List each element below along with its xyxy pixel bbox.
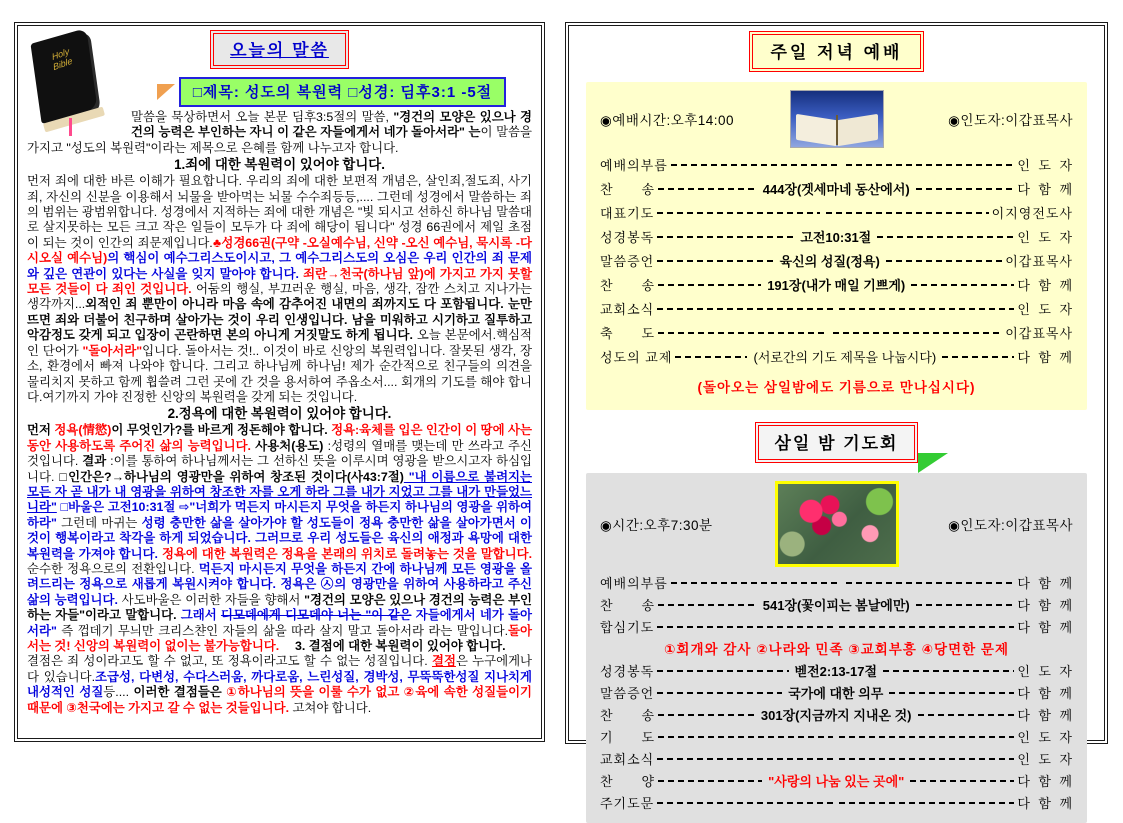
service-item-participant: 다 함 께: [1017, 773, 1073, 789]
dash-filler: [657, 230, 794, 242]
sermon-paragraph: 먼저 정욕(情慾)이 무엇인가?를 바르게 정돈해야 합니다. 정욕:육체를 입은 인간이 이 땅에 사는동안 사용하도록 주어진 삶의 능력입니다. 사용처(용도) :성령의 열매를 맺는데 만 쓰라고 주신 것입니다. 결과 :이를 통하여 하나님께서는 그 선하신 뜻을 이루시며 영광을 받으시고자 하심입니다. □인간은?→하나님의 영광만을 위하여 창조된 것이다(사43:7절) "내 이름으로 불려지는 모든 자 곧 내가 내 영광을 위하여 창조한 자를 오게 하라 그를 내가 지었고 그를 내가 만들었느니라" □바울은 고전10:31절 ⇨"너희가 먹든지 마시든지 무엇을 하든지 하나님의 영광을 위하여 하라" 그런데 마귀는 성령 충만한 삶을 살아가야 할 성도들이 정욕 충만한 삶을 살아가면서 이것이 행복이라고 착각을 하게 되었습니다. 그러므로 우리 성도들은 육신의 애정과 욕망에 대한 복원력을 가져야 합니다. 정욕에 대한 복원력은 정욕을 본래의 위치로 돌려놓는 것을 말합니다. 순수한 정욕으로의 전환입니다. 먹든지 마시든지 무엇을 하든지 간에 하나님께 모든 영광을 올려드리는 정욕으로 새롭게 복원시켜야 합니다. 정욕은 ㉦의 영광만을 위하여 사용하라고 주신 삶의 능력입니다. 사도바울은 이러한 자들을 향해서 "경건의 모양은 있으나 경건의 능력은 부인하는 자들"이라고 말합니다. 그래서 디모데에게 디모데야 너는 "이 같은 자들에게서 네가 돌아서라" 즉 껍데기 무늬만 크리스챤인 자들의 삶을 따라 살지 말고 돌아서라 라는 말입니다.돌아서는 것! 신앙의 복원력이 없이는 불가능합니다. 3. 결점에 대한 복원력이 있어야 합니다.: [27, 423, 533, 653]
service-item-participant: 다 함 께: [1017, 575, 1074, 591]
service-item-participant: 인 도 자: [1017, 229, 1074, 245]
service-row: [600, 703, 1073, 725]
service-item-detail: 고전10:31절: [800, 229, 872, 245]
dash-filler: [911, 278, 1014, 290]
dash-filler: [886, 254, 1002, 266]
dash-filler: [910, 774, 1014, 786]
dash-filler: [657, 796, 833, 808]
evening-service-header: [600, 90, 1073, 148]
dash-filler: [657, 302, 833, 314]
service-item-participant: 다 함 께: [1017, 619, 1074, 635]
service-item-participant: 인 도 자: [1017, 751, 1074, 767]
flowers-image: [775, 481, 899, 567]
dash-filler: [839, 302, 1015, 314]
dash-filler: [846, 576, 1015, 588]
dash-filler: [657, 664, 788, 676]
service-item-label: 기 도: [600, 729, 656, 745]
service-row: [600, 769, 1073, 791]
service-item-label: 찬 송: [600, 277, 656, 293]
service-row: [600, 681, 1073, 703]
evening-service-title: 주일 저녁 예배: [749, 31, 925, 72]
dash-filler: [942, 350, 1014, 362]
service-item-label: 축 도: [600, 325, 656, 341]
service-item-participant: 이지영전도사: [991, 205, 1073, 221]
service-item-label: 합심기도: [600, 619, 655, 635]
service-item-detail: "사랑의 나눔 있는 곳에": [768, 773, 905, 789]
dash-filler: [658, 708, 755, 720]
service-item-detail: 벧전2:13-17절: [794, 663, 878, 679]
service-item-label: 교회소식: [600, 751, 655, 767]
dash-filler: [658, 774, 762, 786]
dash-filler: [675, 350, 747, 362]
service-row: [600, 725, 1073, 747]
orange-arrow-icon: [157, 84, 175, 100]
bible-ribbon: [69, 118, 72, 136]
service-item-detail: 301장(지금까지 지내온 것): [760, 707, 912, 723]
service-row: [600, 637, 1073, 659]
service-item-detail: 541장(꽃이피는 봄날에만): [762, 597, 910, 613]
dash-filler: [658, 278, 761, 290]
dash-filler: [877, 230, 1014, 242]
service-item-participant: 인 도 자: [1017, 729, 1073, 745]
service-row: [600, 659, 1073, 681]
prayer-service-order: [600, 571, 1073, 813]
service-item-detail: 191장(내가 매일 기쁘게): [767, 277, 906, 293]
service-item-participant: 다 함 께: [1017, 349, 1073, 365]
service-item-label: 말씀증언: [600, 685, 655, 701]
open-bible-right-page: [838, 114, 878, 146]
evening-service-panel: [586, 82, 1087, 410]
service-item-label: 찬 송: [600, 597, 656, 613]
dash-filler: [889, 686, 1014, 698]
dash-filler: [658, 730, 833, 742]
service-item-participant: 이갑표목사: [1005, 253, 1073, 269]
dash-filler: [657, 206, 820, 218]
service-item-participant: 다 함 께: [1017, 707, 1074, 723]
service-item-detail: 국가에 대한 의무: [788, 685, 884, 701]
dash-filler: [826, 206, 989, 218]
bible-cover: [31, 28, 98, 124]
dash-filler: [839, 796, 1015, 808]
right-page: [565, 22, 1108, 811]
service-row: [600, 272, 1073, 296]
service-item-label: 대표기도: [600, 205, 655, 221]
dash-filler: [658, 598, 757, 610]
service-item-label: 찬 양: [600, 773, 656, 789]
service-row: [600, 320, 1073, 344]
service-item-label: 찬 송: [600, 181, 656, 197]
dash-filler: [657, 752, 833, 764]
service-row: [600, 248, 1073, 272]
prayer-meeting-header: [600, 481, 1073, 567]
service-row: [600, 200, 1073, 224]
service-row: [600, 344, 1073, 368]
open-bible-image: [790, 90, 884, 148]
service-item-participant: 이갑표목사: [1005, 325, 1074, 341]
prayer-meeting-title: 삼일 밤 기도회: [755, 422, 919, 463]
service-item-detail: (서로간의 기도 제목을 나눕시다): [753, 349, 937, 365]
dash-filler: [883, 664, 1014, 676]
service-item-participant: 다 함 께: [1017, 795, 1074, 811]
service-row: [600, 791, 1073, 813]
evening-time-label: ◉예배시간:오후14:00: [600, 113, 735, 128]
service-item-participant: 인 도 자: [1017, 301, 1074, 317]
evening-service-order: [600, 152, 1073, 368]
dash-filler: [839, 752, 1015, 764]
evening-closing-note: (돌아오는 삼일밤에도 기름으로 만나십시다): [697, 380, 976, 395]
dash-filler: [916, 182, 1015, 194]
dash-filler: [671, 576, 840, 588]
dash-filler: [833, 326, 1002, 338]
service-item-participant: 인 도 자: [1017, 663, 1073, 679]
service-row: [600, 296, 1073, 320]
service-item-label: 예배의부름: [600, 157, 668, 173]
prayer-leader-label: ◉인도자:이갑표목사: [948, 518, 1073, 533]
service-item-participant: 다 함 께: [1017, 277, 1074, 293]
dash-filler: [918, 708, 1015, 720]
dash-filler: [839, 730, 1014, 742]
sermon-paragraph: 2.정욕에 대한 복원력이 있어야 합니다.: [167, 406, 392, 422]
dash-filler: [658, 182, 757, 194]
service-row: [600, 747, 1073, 769]
dash-filler: [839, 620, 1015, 632]
prayer-meeting-title-wrap: [755, 422, 919, 463]
service-item-label: 교회소식: [600, 301, 655, 317]
service-item-label: 말씀증언: [600, 253, 655, 269]
service-item-detail: 444장(겟세마네 동산에서): [762, 181, 910, 197]
bible-cover-label: Holy Bible: [50, 46, 74, 73]
service-row: [600, 176, 1073, 200]
open-bible-spine: [836, 115, 838, 145]
service-item-participant: 인 도 자: [1017, 157, 1074, 173]
sermon-paragraph: 결점은 죄 성이라고도 할 수 없고, 또 정욕이라고도 할 수 없는 성질입니다. 결점은 누구에게나 다 있습니다.조급성, 다변성, 수다스러움, 까다로움, 느린성질, 경박성, 무뚝뚝한성질 지나치게 내성적인 성질등.... 이러한 결점들은 ①하나님의 뜻을 이룰 수가 없고 ②육에 속한 성질들이기 때문에 ③천국에는 가지고 갈 수 없는 것들입니다. 고쳐야 합니다.: [27, 654, 533, 715]
service-item-label: 성경봉독: [600, 229, 655, 245]
sermon-paragraph: 먼저 죄에 대한 바른 이해가 필요합니다. 우리의 죄에 대한 보편적 개념은, 살인죄,절도죄, 사기죄, 자신의 신분을 이용해서 뇌물을 받아먹는 뇌물 수수죄등등,.... 그런데 성경에서 말씀하는 죄의 범위는 광범위합니다. 성경에서 지적하는 죄에 대한 개념은 "빛 되시고 선하신 하나님 말씀대로 살지못하는 모든 크고 작은 일들이 모두가 다 죄에 해당이 됩니다" 성경 66권에서 제일 초점이 되는 것이 인간의 죄문제입니다.♣성경66권(구약 -오실예수님, 신약 -오신 예수님, 묵시록 -다시오실 예수님)의 핵심이 예수그리스도이시고, 그 예수그리스도의 오심은 우리 인간의 죄 문제와 깊은 연관이 있다는 사실을 잊지 말아야 합니다. 죄란→천국(하나님 앞)에 가지고 가지 못할 모든 것들이 다 죄인 것입니다. 어둠의 행실, 부끄러운 행실, 마음, 생각, 잠깐 스치고 지나가는 생각까지...외적인 죄 뿐만이 아니라 마음 속에 감추어진 내면의 죄까지도 다 포함됩니다. 눈만뜨면 죄와 더불어 친구하며 살아가는 것이 우리 인생입니다. 남을 미워하고 시기하고 질투하고 악감정도 갖게 되고 입장이 곤란하면 본의 아니게 거짓말도 하게 됩니다. 오늘 본문에서.핵심적인 단어가 "돌아서라"입니다. 돌아서는 것!.. 이것이 바로 신앙의 복원력입니다. 잘못된 생각, 장소, 환경에서 빠져 나와야 합니다. 그리고 하나님께 하나님! 제가 순간적으로 친구들의 의견을 물리치지 못하고 함께 휩쓸려 그런 곳에 간 것을 용서하여 주옵소서.... 회개의 기도를 해야 합니다.여기까지 가야 진정한 신앙의 복원력을 갖게 되는 것입니다.: [27, 174, 533, 404]
service-item-label: 성경봉독: [600, 663, 655, 679]
left-page: [14, 22, 545, 742]
service-item-label: 주기도문: [600, 795, 655, 811]
service-item-participant: 다 함 께: [1017, 181, 1074, 197]
evening-leader-label: ◉인도자:이갑표목사: [948, 113, 1073, 128]
service-note: ①회개와 감사 ②나라와 민족 ③교회부흥 ④당면한 문제: [663, 642, 1009, 657]
service-row: [600, 593, 1073, 615]
sermon-paragraph: 말씀을 묵상하면서 오늘 본문 딤후3:5절의 말씀, "경건의 모양은 있으나 경건의 능력은 부인하는 자니 이 같은 자들에게서 네가 돌아서라" 는이 말씀을 가지고 "성도의 복원력"이라는 제목으로 은혜를 함께 나누고자 합니다.: [27, 110, 532, 155]
green-flag-icon: [918, 453, 948, 473]
service-item-participant: 다 함 께: [1017, 597, 1074, 613]
prayer-time-label: ◉시간:오후7:30분: [600, 518, 713, 533]
service-row: [600, 571, 1073, 593]
left-page-title: 오늘의 말씀: [210, 30, 349, 69]
service-row: [600, 224, 1073, 248]
dash-filler: [671, 158, 840, 170]
open-bible-left-page: [796, 114, 836, 146]
bible-book-image: [27, 32, 123, 134]
service-item-label: 예배의부름: [600, 575, 668, 591]
dash-filler: [657, 254, 773, 266]
service-item-participant: 다 함 께: [1017, 685, 1073, 701]
dash-filler: [916, 598, 1015, 610]
service-item-detail: 육신의 성질(정욕): [779, 253, 880, 269]
dash-filler: [657, 686, 782, 698]
service-item-label: 성도의 교제: [600, 349, 673, 365]
sermon-title-box: □제목: 성도의 복원력 □성경: 딤후3:1 -5절: [179, 77, 506, 107]
sermon-paragraph: 1.죄에 대한 복원력이 있어야 합니다.: [174, 157, 385, 173]
dash-filler: [657, 620, 833, 632]
prayer-meeting-panel: [586, 473, 1087, 823]
sermon-body: [27, 110, 532, 716]
service-row: [600, 615, 1073, 637]
dash-filler: [658, 326, 827, 338]
dash-filler: [846, 158, 1015, 170]
service-item-label: 찬 송: [600, 707, 656, 723]
service-row: [600, 152, 1073, 176]
